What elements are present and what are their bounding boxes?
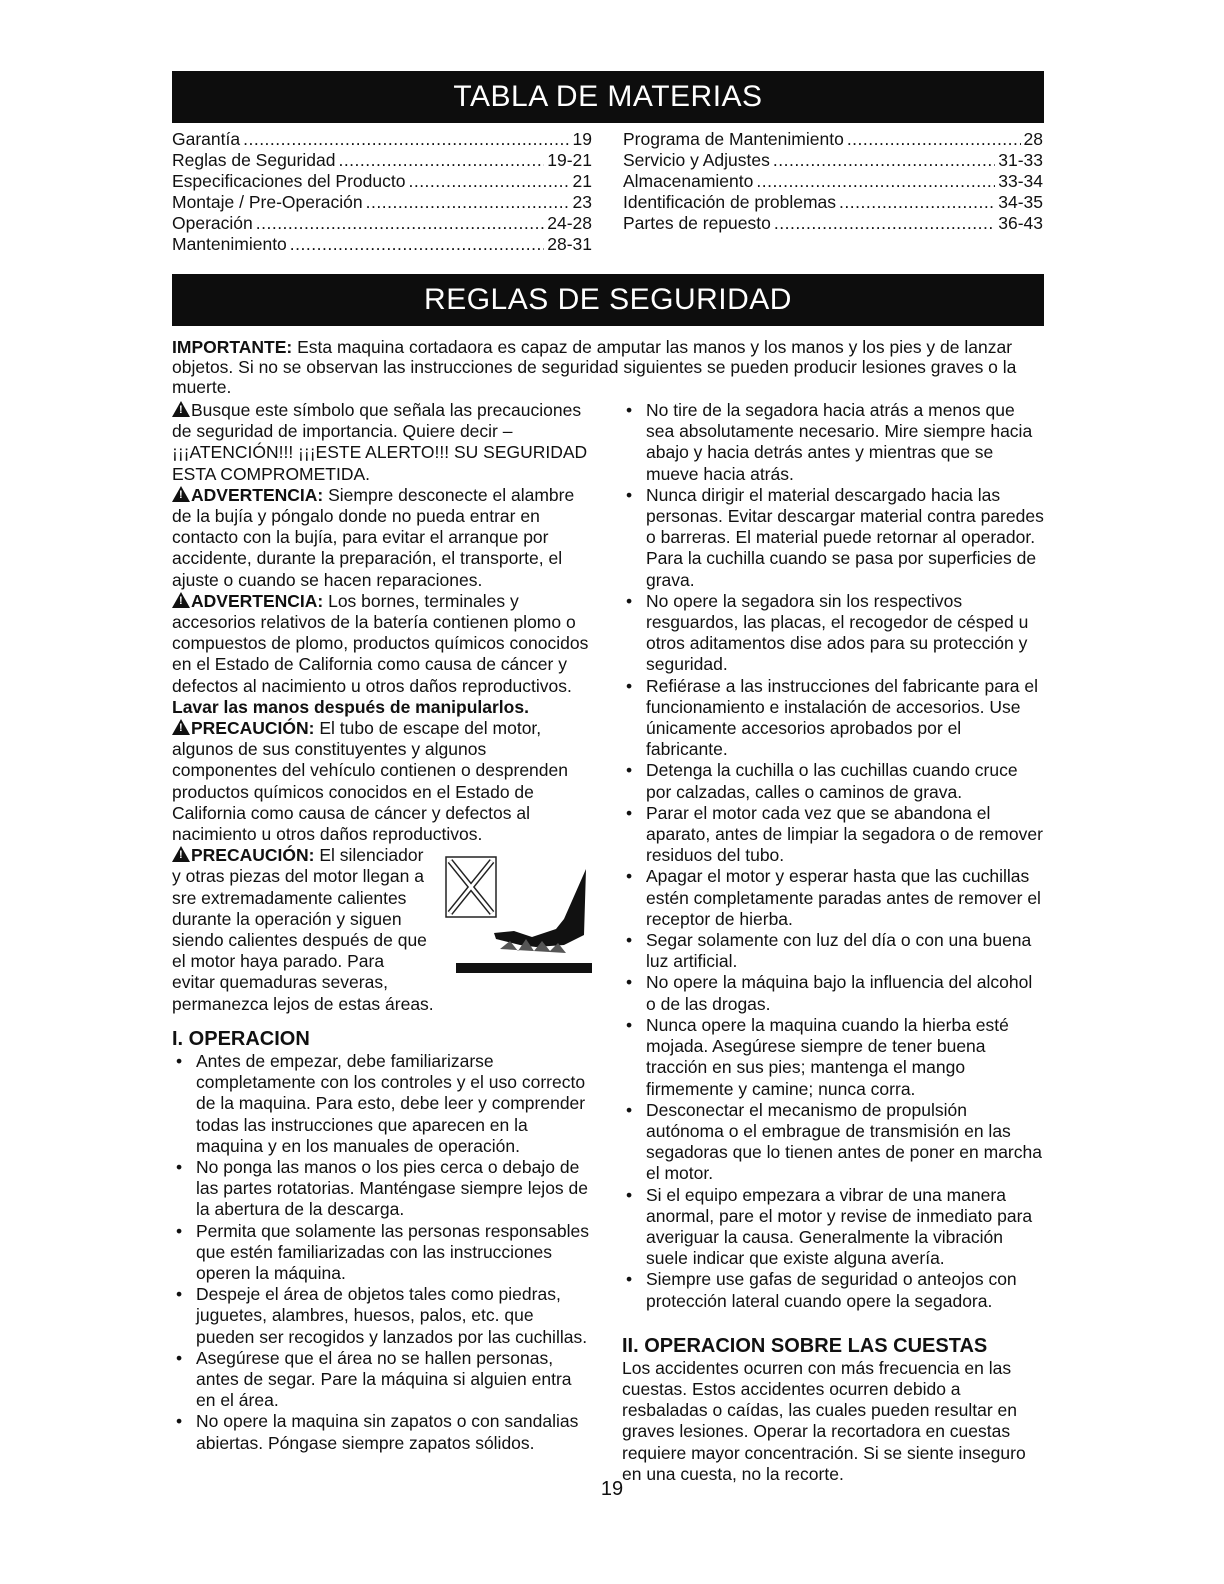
toc-entry-page: 28 [1023, 129, 1043, 149]
toc-entry-title: Reglas de Seguridad [172, 150, 336, 170]
list-item: • Permita que solamente las personas responsables que estén familiarizadas con las instrucciones operen la máquina. [172, 1221, 594, 1285]
toc-entry [623, 171, 1043, 192]
caution-1-label: PRECAUCIÓN: [191, 718, 315, 739]
toc-leader-dots [366, 192, 570, 213]
toc-leader-dots [847, 129, 1021, 150]
list-item: • Si el equipo empezara a vibrar de una manera anormal, pare el motor y revise de inmediato para averiguar la causa. Generalmente la vibración suele indicar que existe alguna avería. [622, 1185, 1044, 1270]
toc-entry [172, 192, 592, 213]
toc-entry-title: Especificaciones del Producto [172, 171, 406, 191]
toc-entry [623, 129, 1043, 150]
list-item: • No opere la segadora sin los respectivos resguardos, las placas, el recogedor de césped u otros aditamentos dise ados para su protección y seguridad. [622, 591, 1044, 676]
toc-entry-page: 23 [572, 192, 592, 212]
list-item: • No opere la máquina bajo la influencia del alcohol o de las drogas. [622, 972, 1044, 1014]
toc-entry [172, 213, 592, 234]
symbol-note [172, 400, 594, 485]
list-item: • Nunca opere la maquina cuando la hierba esté mojada. Asegúrese siempre de tener buena tracción en sus pies; mantenga el mango firmemente y camine; nunca corra. [622, 1015, 1044, 1100]
list-item: • Nunca dirigir el material descargado hacia las personas. Evitar descargar material contra paredes o barreras. El material puede retornar al operador. Para la cuchilla cuando se pasa por superficies de grava. [622, 485, 1044, 591]
caution-1 [172, 718, 594, 845]
toc-entry-page: 21 [572, 171, 592, 191]
toc-entry-title: Garantía [172, 129, 241, 149]
list-item: • Siempre use gafas de seguridad o anteojos con protección lateral cuando opere la segadora. [622, 1269, 1044, 1311]
caution-2 [172, 845, 594, 1015]
toc-leader-dots [243, 129, 569, 150]
warning-triangle-icon [172, 719, 190, 735]
toc-entry [172, 129, 592, 150]
toc-entry-title: Montaje / Pre-Operación [172, 192, 363, 212]
symbol-text: Busque este símbolo que señala las precauciones de seguridad de importancia. Quiere decir – ¡¡¡ATENCIÓN!!! ¡¡¡ESTE ALERTO!!! SU SEGURIDAD ESTA COMPROMETIDA. [172, 400, 588, 484]
warning-1-text: Siempre desconecte el alambre de la bujía y póngalo donde no pueda entrar en contacto con la bujía, para evitar el arranque por accidente, durante la preparación, el transporte, el ajuste o cuando se hacen reparaciones. [172, 484, 575, 590]
toc-entry [623, 192, 1043, 213]
important-text: Esta maquina cortadaora es capaz de amputar las manos y los manos y los pies y de lanzar objetos. Si no se observan las instrucciones de seguridad siguientes se pueden producir lesiones graves o la muerte. [172, 337, 1017, 397]
left-column [172, 400, 594, 1454]
toc-leader-dots [256, 213, 544, 234]
hot-surface-hand-icon [436, 849, 594, 977]
list-item: • Antes de empezar, debe familiarizarse completamente con los controles y el uso correcto de la maquina. Para esto, debe leer y comprender todas las instrucciones que aparecen en la maquina y en los manuales de operación. [172, 1051, 594, 1157]
toc-entry [172, 171, 592, 192]
toc-entry-title: Identificación de problemas [623, 192, 837, 212]
section-1-title: I. OPERACION [172, 1027, 310, 1050]
toc-entry-page: 24-28 [547, 213, 592, 233]
list-item: • Desconectar el mecanismo de propulsión autónoma o el embrague de transmisión en las segadoras que lo tienen antes de poner en marcha el motor. [622, 1100, 1044, 1185]
list-item: • Asegúrese que el área no se hallen personas, antes de segar. Pare la máquina si alguien entra en el área. [172, 1348, 594, 1412]
warning-2-text: Los bornes, terminales y accesorios relativos de la batería contienen plomo o compuestos de plomo, productos químicos conocidos en el Estado de California como causa de cáncer y defectos al nacimiento u otros daños reproductivos. [172, 590, 589, 696]
warning-triangle-icon [172, 486, 190, 502]
toc-entry-page: 19-21 [547, 150, 592, 170]
right-column [622, 400, 1044, 1485]
section-2-text: Los accidentes ocurren con más frecuencia en las cuestas. Estos accidentes ocurren debido a resbaladas o caídas, las cuales pueden resultar en graves lesiones. Operar la recortadora en cuestas requiere mayor concentración. Si se siente inseguro en una cuesta, no la recorte. [622, 1357, 1026, 1484]
caution-2-label: PRECAUCIÓN: [191, 845, 315, 866]
toc-left-column [172, 129, 592, 255]
toc-entry-page: 33-34 [998, 171, 1043, 191]
toc-leader-dots [756, 171, 995, 192]
toc-entry-title: Mantenimiento [172, 234, 287, 254]
toc-leader-dots [839, 192, 995, 213]
toc-entry [172, 150, 592, 171]
toc-entry-title: Servicio y Adjustes [623, 150, 770, 170]
toc-leader-dots [408, 171, 569, 192]
page-number: 19 [600, 1478, 624, 1500]
caution-2-text: El silenciador y otras piezas del motor llegan a sre extremadamente calientes durante la operación y siguen siendo calientes después de que el motor haya parado. Para evitar quemaduras severas, permanezca lejos de estas áreas. [172, 845, 434, 1014]
toc-entry-title: Partes de repuesto [623, 213, 771, 233]
toc-entry-page: 19 [572, 129, 592, 149]
warning-2-label: ADVERTENCIA: [191, 590, 324, 611]
warning-triangle-icon [172, 846, 190, 862]
toc-entry-title: Programa de Mantenimiento [623, 129, 844, 149]
toc-entry [623, 213, 1043, 234]
warning-2-bold: Lavar las manos después de manipularlos. [172, 696, 529, 717]
toc-leader-dots [774, 213, 995, 234]
list-item: • Detenga la cuchilla o las cuchillas cuando cruce por calzadas, calles o caminos de grava. [622, 760, 1044, 802]
list-item: • Despeje el área de objetos tales como piedras, juguetes, alambres, huesos, palos, etc. que pueden ser recogidos y lanzados por las cuchillas. [172, 1284, 594, 1348]
toc-entry [623, 150, 1043, 171]
toc-entry-page: 34-35 [998, 192, 1043, 212]
toc-leader-dots [773, 150, 995, 171]
list-item: • Refiérase a las instrucciones del fabricante para el funcionamiento e instalación de accesorios. Use únicamente accesorios aprobados por el fabricante. [622, 676, 1044, 761]
list-item: • Segar solamente con luz del día o con una buena luz artificial. [622, 930, 1044, 972]
important-intro [172, 337, 1044, 397]
section-2-title: II. OPERACION SOBRE LAS CUESTAS [622, 1334, 988, 1357]
toc-entry-page: 28-31 [547, 234, 592, 254]
list-item: • No ponga las manos o los pies cerca o debajo de las partes rotatorias. Manténgase siempre lejos de la abertura de la descarga. [172, 1157, 594, 1221]
warning-1-label: ADVERTENCIA: [191, 484, 324, 505]
right-list [622, 400, 1044, 1312]
list-item: • No tire de la segadora hacia atrás a menos que sea absolutamente necesario. Mire siempre hacia abajo y hacia detrás antes y mientras que se mueve hacia atrás. [622, 400, 1044, 485]
toc-entry-title: Almacenamiento [623, 171, 754, 191]
safety-banner: REGLAS DE SEGURIDAD [172, 274, 1044, 326]
warning-triangle-icon [172, 592, 190, 608]
toc-entry [172, 234, 592, 255]
toc-entry-title: Operación [172, 213, 253, 233]
warning-1 [172, 485, 594, 591]
toc-leader-dots [338, 150, 544, 171]
list-item: • No opere la maquina sin zapatos o con sandalias abiertas. Póngase siempre zapatos sólidos. [172, 1411, 594, 1453]
toc-banner: TABLA DE MATERIAS [172, 71, 1044, 123]
section-1-list [172, 1051, 594, 1454]
list-item: • Apagar el motor y esperar hasta que las cuchillas estén completamente paradas antes de remover el receptor de hierba. [622, 866, 1044, 930]
caution-1-text: El tubo de escape del motor, algunos de sus constituyentes y algunos componentes del vehículo contienen o desprenden productos químicos conocidos en el Estado de California como causa de cáncer y defectos al nacimiento u otros daños reproductivos. [172, 718, 568, 845]
warning-triangle-icon [172, 401, 190, 417]
list-item: • Parar el motor cada vez que se abandona el aparato, antes de limpiar la segadora o de remover residuos del tubo. [622, 803, 1044, 867]
important-label: IMPORTANTE: [172, 337, 293, 357]
toc-entry-page: 36-43 [998, 213, 1043, 233]
toc-entry-page: 31-33 [998, 150, 1043, 170]
toc-leader-dots [290, 234, 544, 255]
warning-2 [172, 591, 594, 718]
toc-right-column [623, 129, 1043, 234]
